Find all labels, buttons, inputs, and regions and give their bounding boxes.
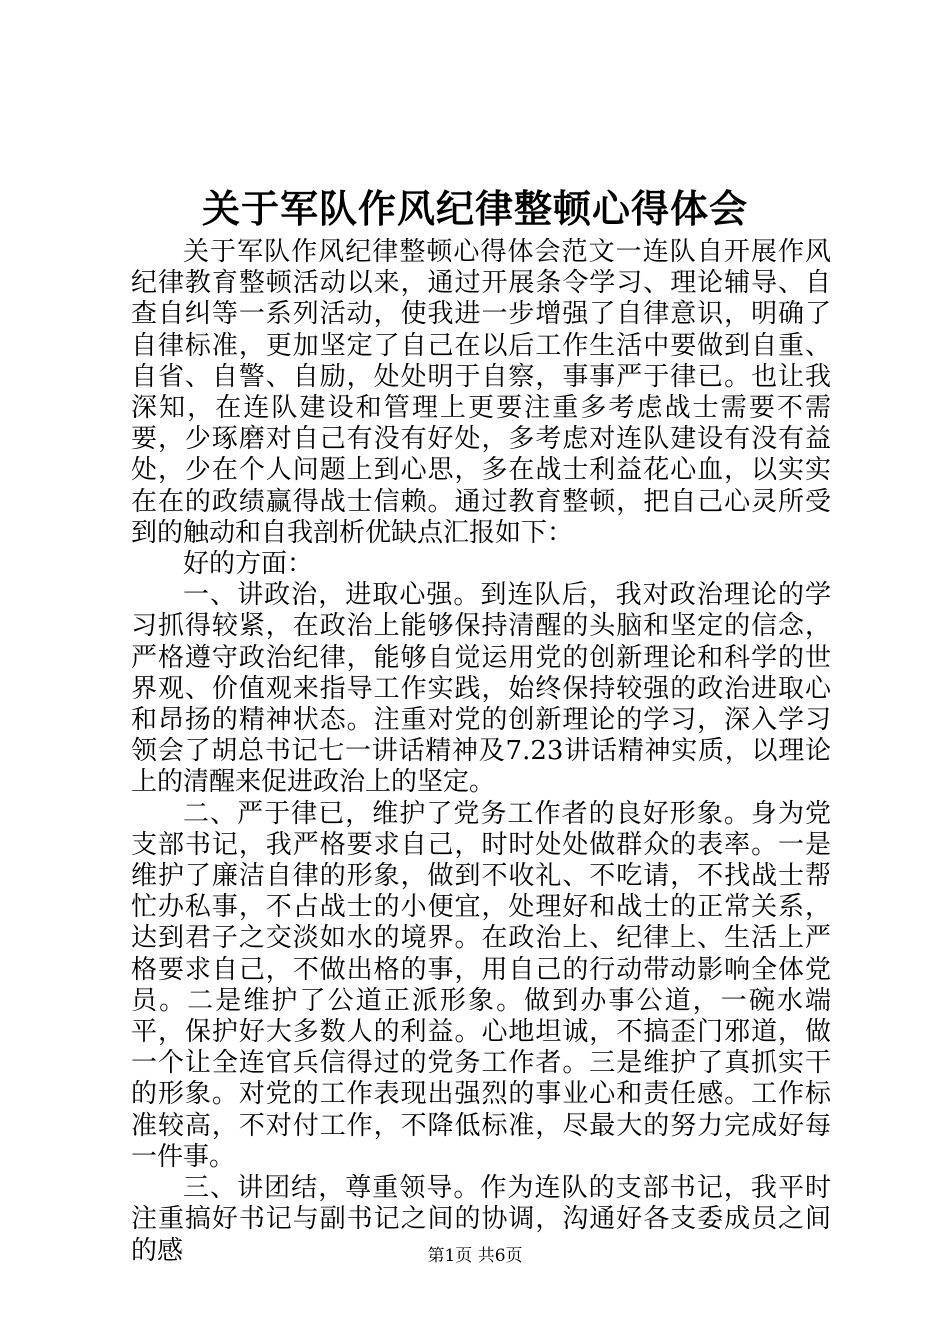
paragraph-intro: 关于军队作风纪律整顿心得体会范文一连队自开展作风纪律教育整顿活动以来，通过开展条令学习、理论辅导、自查自纠等一系列活动，使我进一步增强了自律意识，明确了自律标准，更加坚定了自己在以后工作生活中要做到自重、自省、自警、自励，处处明于自察，事事严于律已。也让我深知，在连队建设和管理上更要注重多考虑战士需要不需要，少琢磨对自己有没有好处，多考虑对连队建设有没有益处，少在个人问题上到心思，多在战士利益花心血，以实实在在的政绩赢得战士信赖。通过教育整顿，把自己心灵所受到的触动和自我剖析优缺点汇报如下：: [131, 237, 831, 548]
document-title: 关于军队作风纪律整顿心得体会: [201, 186, 748, 231]
paragraph-good-aspects-heading: 好的方面：: [183, 549, 314, 580]
paragraph-point-two: 二、严于律已，维护了党务工作者的良好形象。身为党支部书记，我严格要求自己，时时处处做群众的表率。一是维护了廉洁自律的形象，做到不收礼、不吃请，不找战士帮忙办私事，不占战士的小便宜，处理好和战士的正常关系，达到君子之交淡如水的境界。在政治上、纪律上、生活上严格要求自己，不做出格的事，用自己的行动带动影响全体党员。二是维护了公道正派形象。做到办事公道，一碗水端平，保护好大多数人的利益。心地坦诚，不搞歪门邪道，做一个让全连官兵信得过的党务工作者。三是维护了真抓实干的形象。对党的工作表现出强烈的事业心和责任感。工作标准较高，不对付工作，不降低标准，尽最大的努力完成好每一件事。: [131, 798, 831, 1172]
page-number-footer: 第1页 共6页: [427, 1246, 523, 1266]
paragraph-point-one: 一、讲政治，进取心强。到连队后，我对政治理论的学习抓得较紧，在政治上能够保持清醒的头脑和坚定的信念，严格遵守政治纪律，能够自觉运用党的创新理论和科学的世界观、价值观来指导工作实践，始终保持较强的政治进取心和昂扬的精神状态。注重对党的创新理论的学习，深入学习领会了胡总书记七一讲话精神及7.23讲话精神实质，以理论上的清醒来促进政治上的坚定。: [131, 580, 831, 798]
paragraph-point-three: 三、讲团结，尊重领导。作为连队的支部书记，我平时注重搞好书记与副书记之间的协调，沟通好各支委成员之间的感: [131, 1173, 831, 1266]
document-body: [131, 237, 831, 1267]
